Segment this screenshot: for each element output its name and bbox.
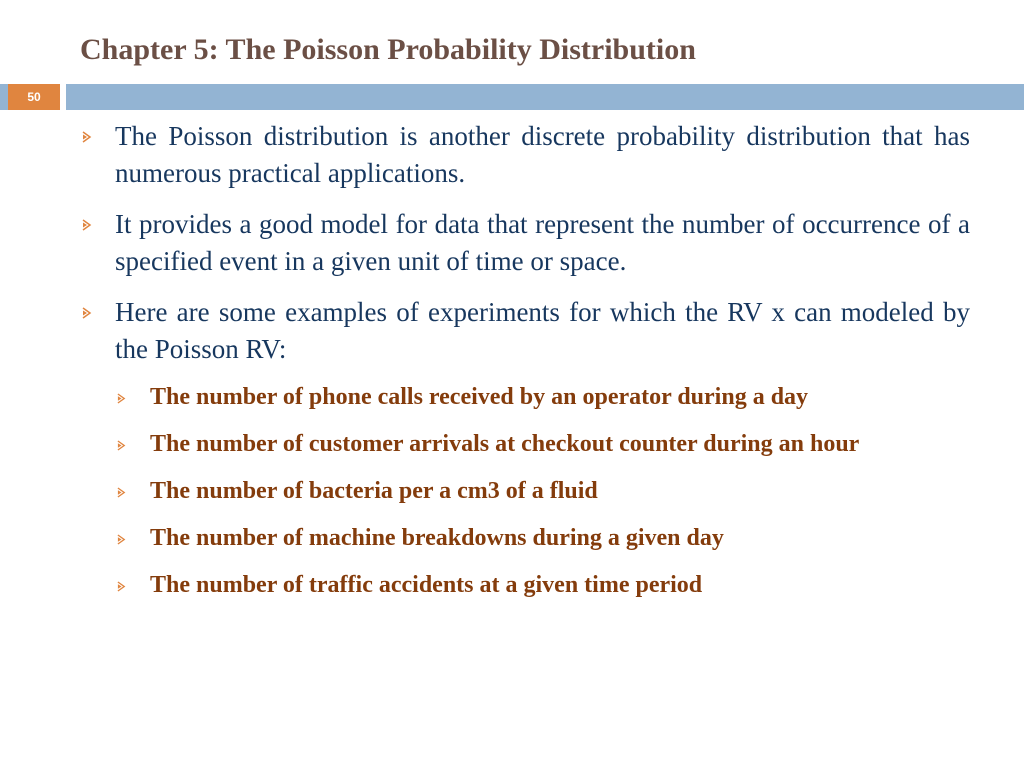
header-bar xyxy=(66,84,1024,110)
arrowhead-bullet-icon xyxy=(82,219,92,231)
slide-title: Chapter 5: The Poisson Probability Distribution xyxy=(80,33,696,66)
bullet-list xyxy=(80,118,970,617)
arrowhead-bullet-icon xyxy=(117,393,126,404)
example-item xyxy=(115,476,935,506)
bullet-item xyxy=(80,206,970,280)
bullet-item xyxy=(80,294,970,368)
arrowhead-bullet-icon xyxy=(82,131,92,143)
example-item xyxy=(115,382,935,412)
example-text: The number of customer arrivals at checkout counter during an hour xyxy=(150,431,860,457)
example-text: The number of traffic accidents at a given time period xyxy=(150,572,703,598)
example-text: The number of machine breakdowns during a given day xyxy=(150,525,724,551)
example-text: The number of bacteria per a cm3 of a fluid xyxy=(150,478,598,504)
examples-list xyxy=(115,382,935,600)
example-item xyxy=(115,429,935,459)
bullet-text: It provides a good model for data that represent the number of occurrence of a specified event in a given unit of time or space. xyxy=(115,209,970,276)
arrowhead-bullet-icon xyxy=(117,581,126,592)
arrowhead-bullet-icon xyxy=(117,487,126,498)
examples-container xyxy=(80,382,970,600)
arrowhead-bullet-icon xyxy=(117,534,126,545)
example-item xyxy=(115,523,935,553)
arrowhead-bullet-icon xyxy=(117,440,126,451)
example-text: The number of phone calls received by an operator during a day xyxy=(150,384,809,410)
slide-number: 50 xyxy=(8,84,60,110)
bullet-item xyxy=(80,118,970,192)
bullet-text: The Poisson distribution is another discrete probability distribution that has numerous practical applications. xyxy=(115,121,970,188)
arrowhead-bullet-icon xyxy=(82,307,92,319)
header-bar-left-segment xyxy=(0,84,8,110)
example-item xyxy=(115,570,935,600)
bullet-text: Here are some examples of experiments for which the RV x can modeled by the Poisson RV: xyxy=(115,297,970,364)
